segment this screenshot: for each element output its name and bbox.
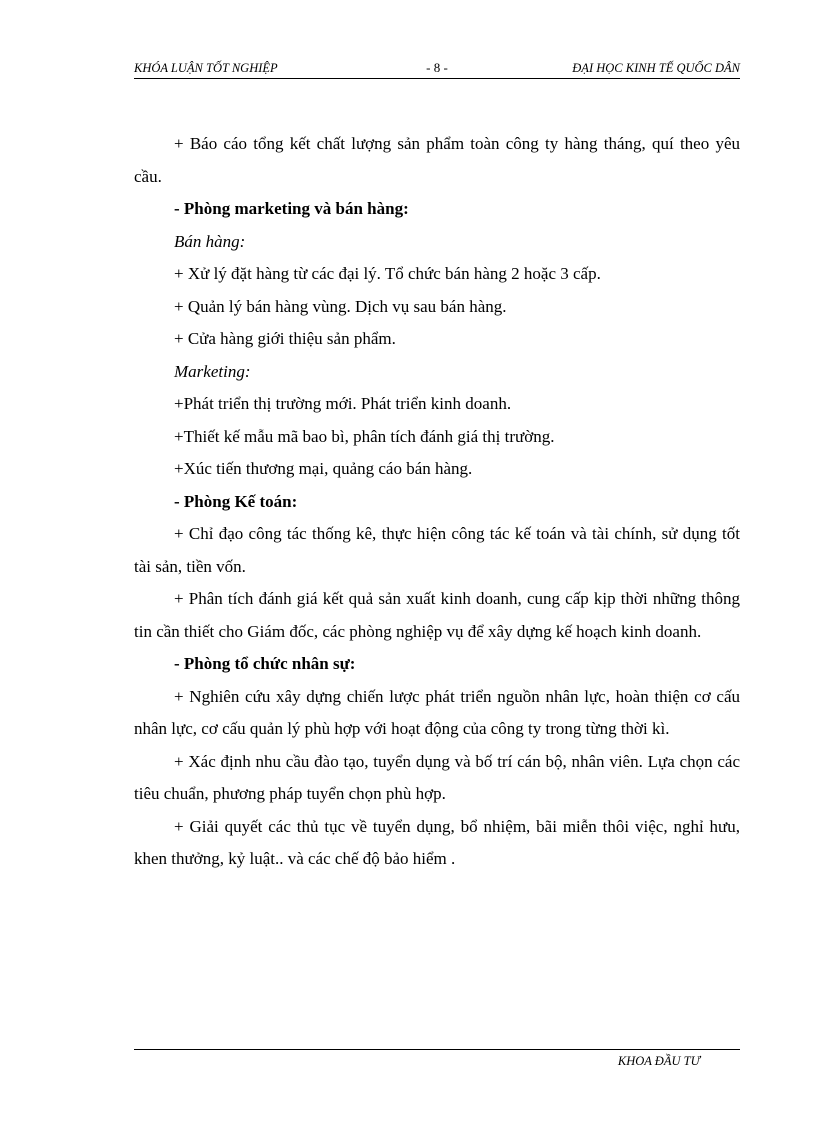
page-body [134,128,740,876]
marketing-item-3: +Xúc tiến thương mại, quảng cáo bán hàng. [174,459,473,478]
section-heading-hr: - Phòng tổ chức nhân sự: [174,654,356,673]
header-thesis-label: KHÓA LUẬN TỐT NGHIỆP [134,61,278,75]
accounting-item-2: + Phân tích đánh giá kết quả sản xuất kinh doanh, cung cấp kịp thời những thông tin cần thiết cho Giám đốc, các phòng nghiệp vụ để xây dựng kế hoạch kinh doanh. [134,589,740,641]
marketing-item-2: +Thiết kế mẫu mã bao bì, phân tích đánh giá thị trường. [174,426,555,446]
sales-item-1: + Xử lý đặt hàng từ các đại lý. Tổ chức bán hàng 2 hoặc 3 cấp. [174,264,601,283]
page-header [134,58,740,79]
hr-item-2: + Xác định nhu cầu đào tạo, tuyển dụng và bố trí cán bộ, nhân viên. Lựa chọn các tiêu chuẩn, phương pháp tuyển chọn phù hợp. [134,751,740,803]
sales-item-3: + Cửa hàng giới thiệu sản phẩm. [174,329,396,348]
hr-item-3: + Giải quyết các thủ tục về tuyển dụng, bổ nhiệm, bãi miễn thôi việc, nghỉ hưu, khen thưởng, kỷ luật.. và các chế độ bảo hiểm . [134,816,740,868]
header-university-label: ĐẠI HỌC KINH TẾ QUỐC DÂN [572,61,740,75]
page-number: - 8 - [426,60,448,75]
marketing-item-1: +Phát triển thị trường mới. Phát triển kinh doanh. [174,394,512,413]
subheading-sales: Bán hàng: [174,231,246,251]
section-heading-accounting: - Phòng Kế toán: [174,491,298,511]
accounting-item-1: + Chỉ đạo công tác thống kê, thực hiện công tác kế toán và tài chính, sử dụng tốt tài sản, tiền vốn. [134,524,740,576]
hr-item-1: + Nghiên cứu xây dựng chiến lược phát triển nguồn nhân lực, hoàn thiện cơ cấu nhân lực, cơ cấu quản lý phù hợp với hoạt động của công ty trong từng thời kì. [134,686,740,738]
footer-faculty-label: KHOA ĐẦU TƯ [617,1054,700,1068]
subheading-marketing: Marketing: [174,361,251,381]
page-footer [134,1049,740,1068]
paragraph-quality-report: + Báo cáo tổng kết chất lượng sản phẩm toàn công ty hàng tháng, quí theo yêu cầu. [134,134,740,186]
section-heading-marketing: - Phòng marketing và bán hàng: [174,199,409,218]
sales-item-2: + Quản lý bán hàng vùng. Dịch vụ sau bán hàng. [174,296,507,316]
